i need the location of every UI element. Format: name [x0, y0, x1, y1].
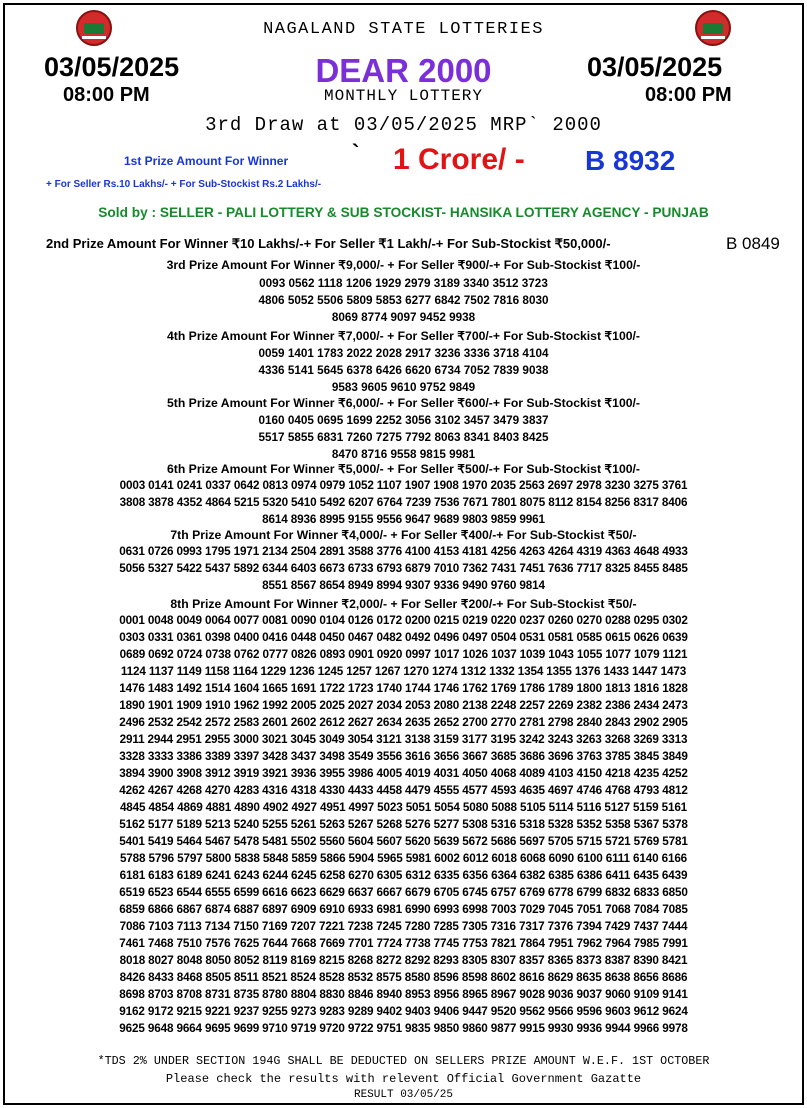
- winning-numbers-line: 0059 1401 1783 2022 2028 2917 3236 3336 3718 4104: [258, 347, 549, 360]
- winning-numbers-line: 7461 7468 7510 7576 7625 7644 7668 7669 7701 7724 7738 7745 7753 7821 7864 7951 7962 7964 7985 7991: [119, 937, 688, 950]
- prize-block-5th: [0, 396, 807, 463]
- sold-by-line: Sold by : SELLER - PALI LOTTERY & SUB STOCKIST- HANSIKA LOTTERY AGENCY - PUNJAB: [98, 205, 709, 220]
- prize-heading: 3rd Prize Amount For Winner ₹9,000/- + For Seller ₹900/-+ For Sub-Stockist ₹100/-: [166, 258, 641, 272]
- first-prize-label: 1st Prize Amount For Winner: [124, 154, 289, 168]
- winning-numbers-line: 5401 5419 5464 5467 5478 5481 5502 5560 5604 5607 5620 5639 5672 5686 5697 5705 5715 5721 5769 5781: [119, 835, 688, 848]
- first-prize-ticket: B 8932: [585, 145, 676, 176]
- prize-block-4th: [0, 329, 807, 396]
- second-prize-label: 2nd Prize Amount For Winner ₹10 Lakhs/-+ For Seller ₹1 Lakh/-+ For Sub-Stockist ₹50,000/-: [46, 236, 611, 251]
- winning-numbers-line: 9583 9605 9610 9752 9849: [331, 381, 476, 394]
- winning-numbers-line: 2911 2944 2951 2955 3000 3021 3045 3049 3054 3121 3138 3159 3177 3195 3242 3243 3263 3268 3269 3313: [119, 733, 688, 746]
- winning-numbers-line: 8426 8433 8468 8505 8511 8521 8524 8528 8532 8575 8580 8596 8598 8602 8616 8629 8635 8638 8656 8686: [119, 971, 688, 984]
- winning-numbers-line: 8470 8716 9558 9815 9981: [331, 448, 476, 461]
- result-date: RESULT 03/05/25: [353, 1089, 454, 1101]
- winning-numbers-line: 8698 8703 8708 8731 8735 8780 8804 8830 8846 8940 8953 8956 8965 8967 9028 9036 9037 9060 9109 9141: [119, 988, 688, 1001]
- winning-numbers-line: 0001 0048 0049 0064 0077 0081 0090 0104 0126 0172 0200 0215 0219 0220 0237 0260 0270 0288 0295 0302: [119, 614, 688, 627]
- winning-numbers-line: 6859 6866 6867 6874 6887 6897 6909 6910 6933 6981 6990 6993 6998 7003 7029 7045 7051 7068 7084 7085: [119, 903, 688, 916]
- winning-numbers-line: 4336 5141 5645 6378 6426 6620 6734 7052 7839 9038: [258, 364, 549, 377]
- winning-numbers-line: 8614 8936 8995 9155 9556 9647 9689 9803 9859 9961: [262, 513, 545, 526]
- prize-block-3rd: [0, 258, 807, 326]
- winning-numbers-line: 3894 3900 3908 3912 3919 3921 3936 3955 3986 4005 4019 4031 4050 4068 4089 4103 4150 4218 4235 4252: [119, 767, 688, 780]
- winning-numbers-line: 3808 3878 4352 4864 5215 5320 5410 5492 6207 6764 7239 7536 7671 7801 8075 8112 8154 8256 8317 8406: [119, 496, 688, 509]
- winning-numbers-line: 6519 6523 6544 6555 6599 6616 6623 6629 6637 6667 6679 6705 6745 6757 6769 6778 6799 6832 6833 6850: [119, 886, 688, 899]
- winning-numbers-line: 0689 0692 0724 0738 0762 0777 0826 0893 0901 0920 0997 1017 1026 1037 1039 1043 1055 1077 1079 1121: [119, 648, 688, 661]
- prize-heading: 6th Prize Amount For Winner ₹5,000/- + For Seller ₹500/-+ For Sub-Stockist ₹100/-: [166, 462, 640, 476]
- second-prize-ticket: B 0849: [726, 234, 780, 253]
- draw-info: 3rd Draw at 03/05/2025 MRP` 2000: [205, 114, 602, 136]
- winning-numbers-line: 0631 0726 0993 1795 1971 2134 2504 2891 3588 3776 4100 4153 4181 4256 4263 4264 4319 4363 4648 4933: [119, 545, 688, 558]
- lottery-type: MONTHLY LOTTERY: [323, 87, 484, 105]
- prize-block-6th: [0, 462, 807, 528]
- winning-numbers-line: 1476 1483 1492 1514 1604 1665 1691 1722 1723 1740 1744 1746 1762 1769 1786 1789 1800 1813 1816 1828: [119, 682, 688, 695]
- first-prize-amount: 1 Crore/ -: [393, 143, 525, 176]
- winning-numbers-line: 5162 5177 5189 5213 5240 5255 5261 5263 5267 5268 5276 5277 5308 5316 5318 5328 5352 5358 5367 5378: [119, 818, 688, 831]
- draw-time-left: 08:00 PM: [63, 84, 150, 106]
- winning-numbers-line: 0303 0331 0361 0398 0400 0416 0448 0450 0467 0482 0492 0496 0497 0504 0531 0581 0585 0615 0626 0639: [119, 631, 688, 644]
- winning-numbers-line: 5517 5855 6831 7260 7275 7792 8063 8341 8403 8425: [258, 431, 549, 444]
- winning-numbers-line: 1890 1901 1909 1910 1962 1992 2005 2025 2027 2034 2053 2080 2138 2248 2257 2269 2382 2386 2434 2473: [119, 699, 688, 712]
- winning-numbers-line: 5788 5796 5797 5800 5838 5848 5859 5866 5904 5965 5981 6002 6012 6018 6068 6090 6100 6111 6140 6166: [119, 852, 688, 865]
- winning-numbers-line: 4262 4267 4268 4270 4283 4316 4318 4330 4433 4458 4479 4555 4577 4593 4635 4697 4746 4768 4793 4812: [119, 784, 688, 797]
- prize-block-7th: [0, 528, 807, 594]
- page-title: NAGALAND STATE LOTTERIES: [263, 20, 544, 39]
- first-prize-currency-mark: `: [352, 140, 360, 165]
- winning-numbers-line: 3328 3333 3386 3389 3397 3428 3437 3498 3549 3556 3616 3656 3667 3685 3686 3696 3763 3785 3845 3849: [119, 750, 688, 763]
- winning-numbers-line: 0160 0405 0695 1699 2252 3056 3102 3457 3479 3837: [258, 414, 549, 427]
- winning-numbers-line: 8551 8567 8654 8949 8994 9307 9336 9490 9760 9814: [262, 579, 545, 592]
- prize-heading: 5th Prize Amount For Winner ₹6,000/- + For Seller ₹600/-+ For Sub-Stockist ₹100/-: [166, 396, 640, 410]
- winning-numbers-line: 4806 5052 5506 5809 5853 6277 6842 7502 7816 8030: [258, 294, 549, 307]
- winning-numbers-line: 5056 5327 5422 5437 5892 6344 6403 6673 6733 6793 6879 7010 7362 7431 7451 7636 7717 8325 8455 8485: [119, 562, 688, 575]
- winning-numbers-line: 6181 6183 6189 6241 6243 6244 6245 6258 6270 6305 6312 6335 6356 6364 6382 6385 6386 6411 6435 6439: [119, 869, 688, 882]
- gazette-note: Please check the results with relevent Official Government Gazatte: [165, 1072, 642, 1086]
- winning-numbers-line: 0003 0141 0241 0337 0642 0813 0974 0979 1052 1107 1907 1908 1970 2035 2563 2697 2978 3230 3275 3761: [119, 479, 688, 492]
- first-prize-seller-line: + For Seller Rs.10 Lakhs/- + For Sub-Stockist Rs.2 Lakhs/-: [46, 179, 322, 190]
- winning-numbers-line: 7086 7103 7113 7134 7150 7169 7207 7221 7238 7245 7280 7285 7305 7316 7317 7376 7394 7429 7437 7444: [119, 920, 688, 933]
- winning-numbers-line: 2496 2532 2542 2572 2583 2601 2602 2612 2627 2634 2635 2652 2700 2770 2781 2798 2840 2843 2902 2905: [119, 716, 688, 729]
- draw-date-left: 03/05/2025: [44, 52, 180, 82]
- prize-heading: 7th Prize Amount For Winner ₹4,000/- + For Seller ₹400/-+ For Sub-Stockist ₹50/-: [170, 528, 637, 542]
- draw-time-right: 08:00 PM: [645, 84, 732, 106]
- prize-heading: 8th Prize Amount For Winner ₹2,000/- + For Seller ₹200/-+ For Sub-Stockist ₹50/-: [170, 597, 637, 611]
- winning-numbers-line: 8069 8774 9097 9452 9938: [331, 311, 476, 324]
- tds-note: *TDS 2% UNDER SECTION 194G SHALL BE DEDUCTED ON SELLERS PRIZE AMOUNT W.E.F. 1ST OCTOBER: [97, 1054, 710, 1068]
- winning-numbers-line: 8018 8027 8048 8050 8052 8119 8169 8215 8268 8272 8292 8293 8305 8307 8357 8365 8373 8387 8390 8421: [119, 954, 688, 967]
- winning-numbers-line: 9625 9648 9664 9695 9699 9710 9719 9720 9722 9751 9835 9850 9860 9877 9915 9930 9936 9944 9966 9978: [119, 1022, 688, 1035]
- prize-heading: 4th Prize Amount For Winner ₹7,000/- + For Seller ₹700/-+ For Sub-Stockist ₹100/-: [166, 329, 640, 343]
- winning-numbers-line: 1124 1137 1149 1158 1164 1229 1236 1245 1257 1267 1270 1274 1312 1332 1354 1355 1376 1433 1447 1473: [120, 665, 687, 678]
- winning-numbers-line: 0093 0562 1118 1206 1929 2979 3189 3340 3512 3723: [259, 277, 548, 290]
- prize-block-8th: [0, 597, 807, 1037]
- winning-numbers-line: 4845 4854 4869 4881 4890 4902 4927 4951 4997 5023 5051 5054 5080 5088 5105 5114 5116 5127 5159 5161: [119, 801, 688, 814]
- lottery-name: DEAR 2000: [315, 52, 492, 89]
- winning-numbers-line: 9162 9172 9215 9221 9237 9255 9273 9283 9289 9402 9403 9406 9447 9520 9562 9566 9596 9603 9612 9624: [119, 1005, 688, 1018]
- draw-date-right: 03/05/2025: [587, 52, 723, 82]
